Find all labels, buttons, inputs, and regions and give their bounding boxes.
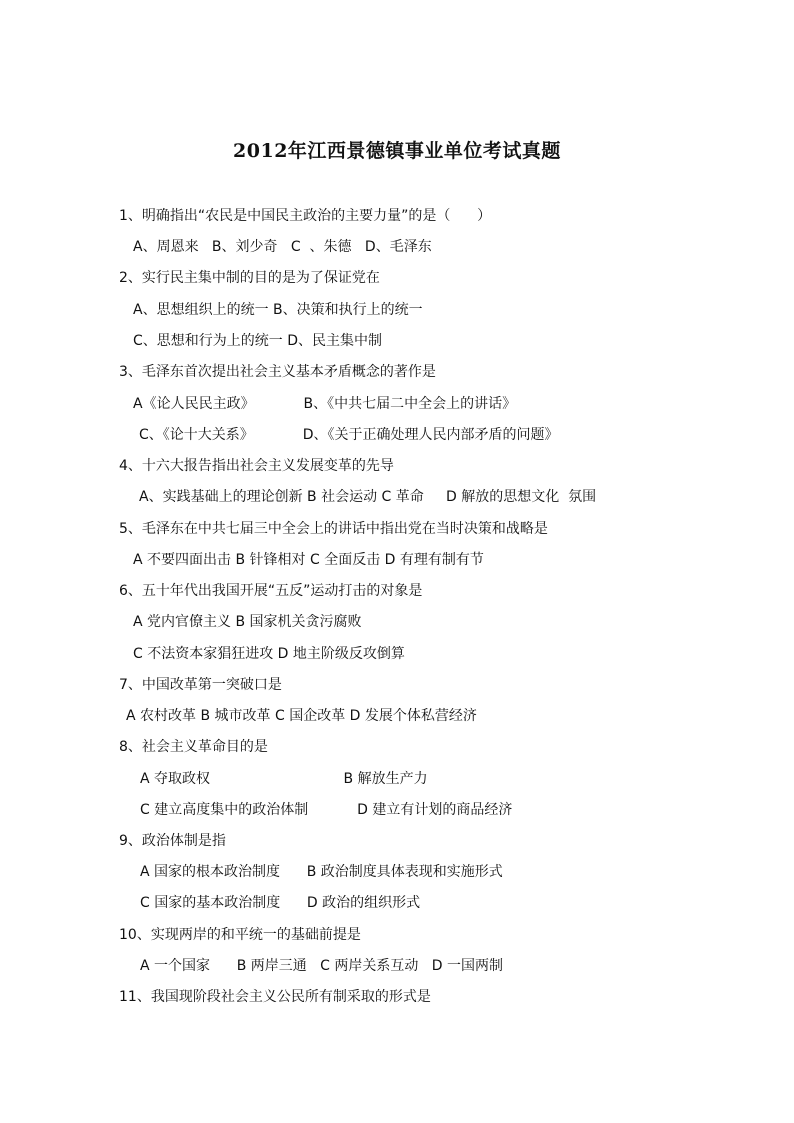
question-6-options-c-d: C 不法资本家猖狂进攻 D 地主阶级反攻倒算: [133, 646, 405, 662]
question-1-options: A、周恩来 B、刘少奇 C 、朱德 D、毛泽东: [133, 239, 432, 255]
question-11: 11、我国现阶段社会主义公民所有制采取的形式是: [119, 989, 431, 1005]
question-8: 8、社会主义革命目的是: [119, 739, 268, 755]
question-9-options-a-b: A 国家的根本政治制度 B 政治制度具体表现和实施形式: [140, 864, 503, 880]
question-8-options-a-b: A 夺取政权 B 解放生产力: [140, 771, 428, 787]
question-9: 9、政治体制是指: [119, 833, 226, 849]
question-4: 4、十六大报告指出社会主义发展变革的先导: [119, 458, 394, 474]
question-4-options: A、实践基础上的理论创新 B 社会运动 C 革命 D 解放的思想文化 氛围: [139, 489, 597, 505]
page-title: 2012年江西景德镇事业单位考试真题: [233, 140, 561, 162]
question-10-options: A 一个国家 B 两岸三通 C 两岸关系互动 D 一国两制: [140, 958, 503, 974]
question-3: 3、毛泽东首次提出社会主义基本矛盾概念的著作是: [119, 364, 436, 380]
question-7-options: A 农村改革 B 城市改革 C 国企改革 D 发展个体私营经济: [126, 708, 477, 724]
question-10: 10、实现两岸的和平统一的基础前提是: [119, 927, 361, 943]
question-1: 1、明确指出“农民是中国民主政治的主要力量”的是（ ）: [119, 208, 492, 224]
question-5: 5、毛泽东在中共七届三中全会上的讲话中指出党在当时决策和战略是: [119, 521, 548, 537]
question-3-options-a-b: A《论人民民主政》 B、《中共七届二中全会上的讲话》: [133, 396, 517, 412]
question-6-options-a-b: A 党内官僚主义 B 国家机关贪污腐败: [133, 614, 362, 630]
question-7: 7、中国改革第一突破口是: [119, 677, 282, 693]
question-9-options-c-d: C 国家的基本政治制度 D 政治的组织形式: [140, 895, 421, 911]
question-2-options-c-d: C、思想和行为上的统一 D、民主集中制: [133, 333, 383, 349]
question-2-options-a-b: A、思想组织上的统一 B、决策和执行上的统一: [133, 302, 423, 318]
question-5-options: A 不要四面出击 B 针锋相对 C 全面反击 D 有理有制有节: [133, 552, 484, 568]
question-2: 2、实行民主集中制的目的是为了保证党在: [119, 270, 380, 286]
question-6: 6、五十年代出我国开展“五反”运动打击的对象是: [119, 583, 423, 599]
question-3-options-c-d: C、《论十大关系》 D、《关于正确处理人民内部矛盾的问题》: [139, 427, 559, 443]
question-8-options-c-d: C 建立高度集中的政治体制 D 建立有计划的商品经济: [140, 802, 513, 818]
